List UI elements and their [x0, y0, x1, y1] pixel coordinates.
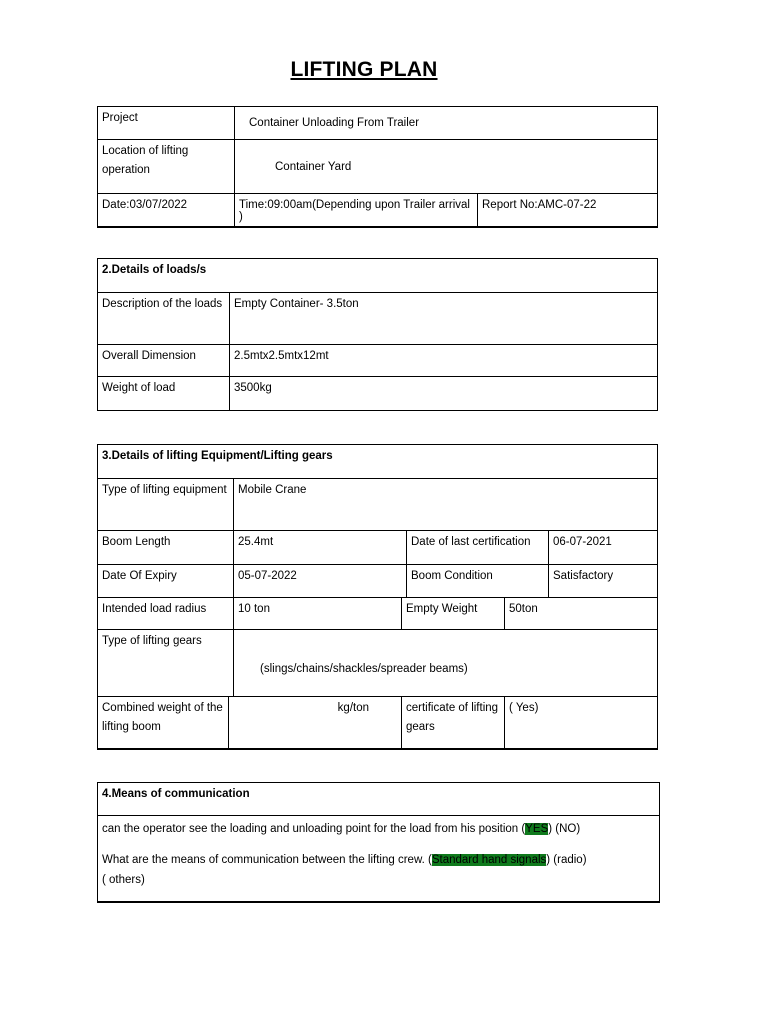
loads-table	[97, 258, 658, 411]
boom-condition-value: Satisfactory	[549, 565, 658, 598]
description-label: Description of the loads	[98, 293, 230, 345]
expiry-value: 05-07-2022	[234, 565, 407, 598]
dimension-value: 2.5mtx2.5mtx12mt	[230, 345, 658, 377]
time-label: Time:09:00am(Depending upon Trailer arrival )	[235, 194, 478, 227]
visibility-yes-answer: YES	[525, 823, 549, 835]
empty-weight-label: Empty Weight	[402, 598, 505, 630]
communication-table	[97, 782, 660, 903]
equipment-type-value: Mobile Crane	[234, 479, 658, 531]
communication-heading: 4.Means of communication	[98, 783, 660, 816]
certification-value: 06-07-2021	[549, 531, 658, 565]
lifting-gears-value: (slings/chains/shackles/spreader beams)	[234, 630, 658, 697]
description-value: Empty Container- 3.5ton	[230, 293, 658, 345]
weight-value: 3500kg	[230, 377, 658, 411]
visibility-no-option: ) (NO)	[548, 823, 581, 835]
communication-question-text: What are the means of communication between the lifting crew. (	[102, 854, 432, 866]
communication-answer: Standard hand signals	[431, 854, 547, 866]
project-value: Container Unloading From Trailer	[235, 107, 658, 140]
project-table	[97, 106, 658, 228]
combined-weight-value: kg/ton	[229, 697, 402, 749]
expiry-label: Date Of Expiry	[98, 565, 234, 598]
visibility-question-text: can the operator see the loading and unloading point for the load from his position (	[102, 823, 526, 835]
lifting-gears-label: Type of lifting gears	[98, 630, 234, 697]
project-label: Project	[98, 107, 235, 140]
load-radius-value: 10 ton	[234, 598, 402, 630]
boom-length-label: Boom Length	[98, 531, 234, 565]
load-radius-label: Intended load radius	[98, 598, 234, 630]
empty-weight-value: 50ton	[505, 598, 658, 630]
boom-length-value: 25.4mt	[234, 531, 407, 565]
report-label: Report No:AMC-07-22	[478, 194, 658, 227]
gear-certificate-value: ( Yes)	[505, 697, 658, 749]
gear-certificate-label: certificate of lifting gears	[402, 697, 505, 749]
location-value: Container Yard	[235, 140, 658, 194]
communication-means-question	[102, 850, 655, 870]
equipment-table	[97, 444, 658, 750]
operator-visibility-question	[102, 819, 655, 839]
loads-heading: 2.Details of loads/s	[98, 259, 658, 293]
weight-label: Weight of load	[98, 377, 230, 411]
date-label: Date:03/07/2022	[98, 194, 235, 227]
dimension-label: Overall Dimension	[98, 345, 230, 377]
equipment-heading: 3.Details of lifting Equipment/Lifting gears	[98, 445, 658, 479]
boom-condition-label: Boom Condition	[407, 565, 549, 598]
document-title: LIFTING PLAN	[290, 58, 438, 81]
others-option: ( others)	[102, 874, 145, 886]
certification-label: Date of last certification	[407, 531, 549, 565]
equipment-type-label: Type of lifting equipment	[98, 479, 234, 531]
location-label: Location of lifting operation	[98, 140, 235, 194]
combined-weight-label: Combined weight of the lifting boom	[98, 697, 229, 749]
radio-option: ) (radio)	[546, 854, 587, 866]
